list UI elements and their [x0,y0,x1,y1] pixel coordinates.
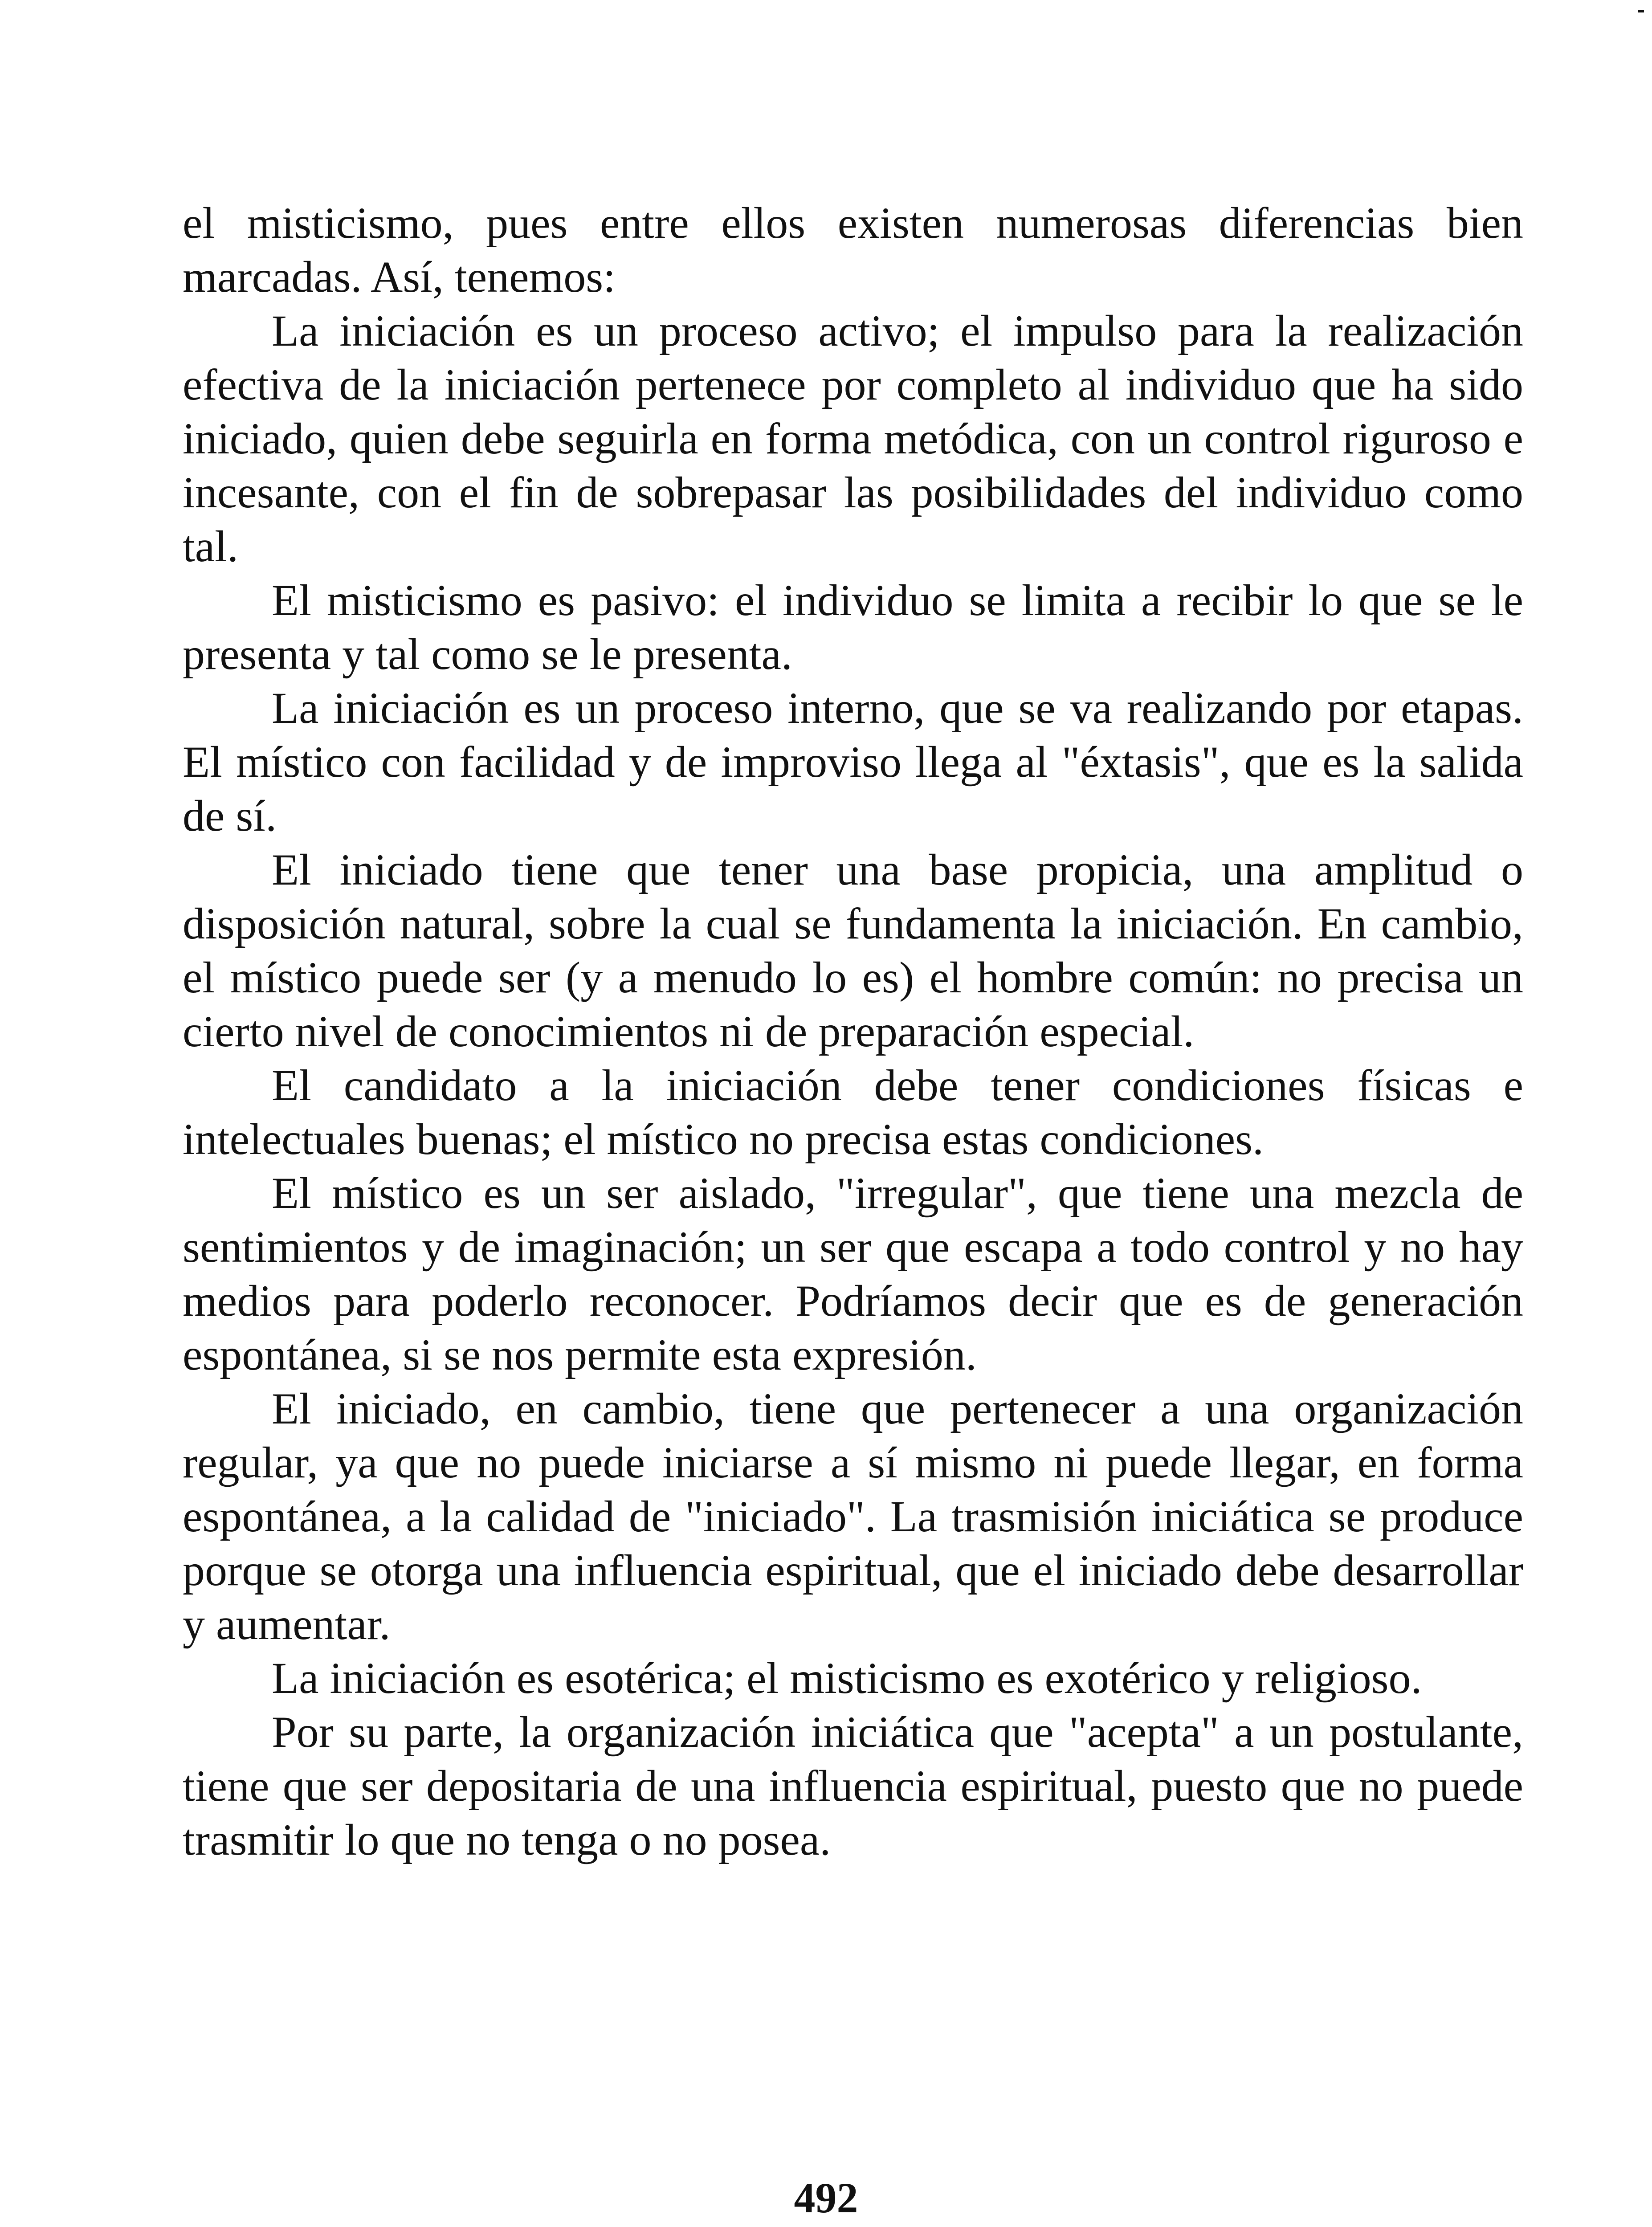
paragraph-continuation: el misticismo, pues entre ellos existen numerosas diferencias bien marcadas. Así, tenemos: [183,198,1523,302]
scan-mark [1638,10,1644,12]
paragraph-mystic-isolated: El místico es un ser aislado, "irregular", que tiene una mezcla de sentimientos y de imaginación; un ser que escapa a todo control y no hay medios para poderlo reconocer. Podríamos decir que es de generación espontánea, si se nos permite esta expresión. [183,1168,1523,1379]
paragraph-initiate-base: El iniciado tiene que tener una base propicia, una amplitud o disposición natural, sobre la cual se fundamenta la iniciación. En cambio, el místico puede ser (y a menudo lo es) el hombre común: no precisa un cierto nivel de conocimientos ni de preparación especial. [183,845,1523,1056]
paragraph-mysticism-passive: El misticismo es pasivo: el individuo se limita a recibir lo que se le presenta y tal como se le presenta. [183,575,1523,679]
paragraph-organization-accepts: Por su parte, la organización iniciática que "acepta" a un postulante, tiene que ser depositaria de una influencia espiritual, puesto que no puede trasmitir lo que no tenga o no posea. [183,1707,1523,1864]
paragraph-initiate-organization: El iniciado, en cambio, tiene que pertenecer a una organización regular, ya que no puede iniciarse a sí mismo ni puede llegar, en forma espontánea, a la calidad de "iniciado". La trasmisión iniciática se produce porque se otorga una influencia espiritual, que el iniciado debe desarrollar y aumentar. [183,1384,1523,1649]
paragraph-initiation-active: La iniciación es un proceso activo; el impulso para la realización efectiva de la iniciación pertenece por completo al individuo que ha sido iniciado, quien debe seguirla en forma metódica, con un control riguroso e incesante, con el fin de sobrepasar las posibilidades del individuo como tal. [183,306,1523,571]
paragraph-esoteric: La iniciación es esotérica; el misticismo es exotérico y religioso. [272,1653,1422,1703]
page-number: 492 [794,2174,858,2222]
paragraph-candidate-conditions: El candidato a la iniciación debe tener condiciones físicas e intelectuales buenas; el místico no precisa estas condiciones. [183,1060,1523,1164]
paragraph-initiation-internal: La iniciación es un proceso interno, que se va realizando por etapas. El místico con facilidad y de improviso llega al "éxtasis", que es la salida de sí. [183,683,1523,840]
body-text [183,196,1523,1867]
